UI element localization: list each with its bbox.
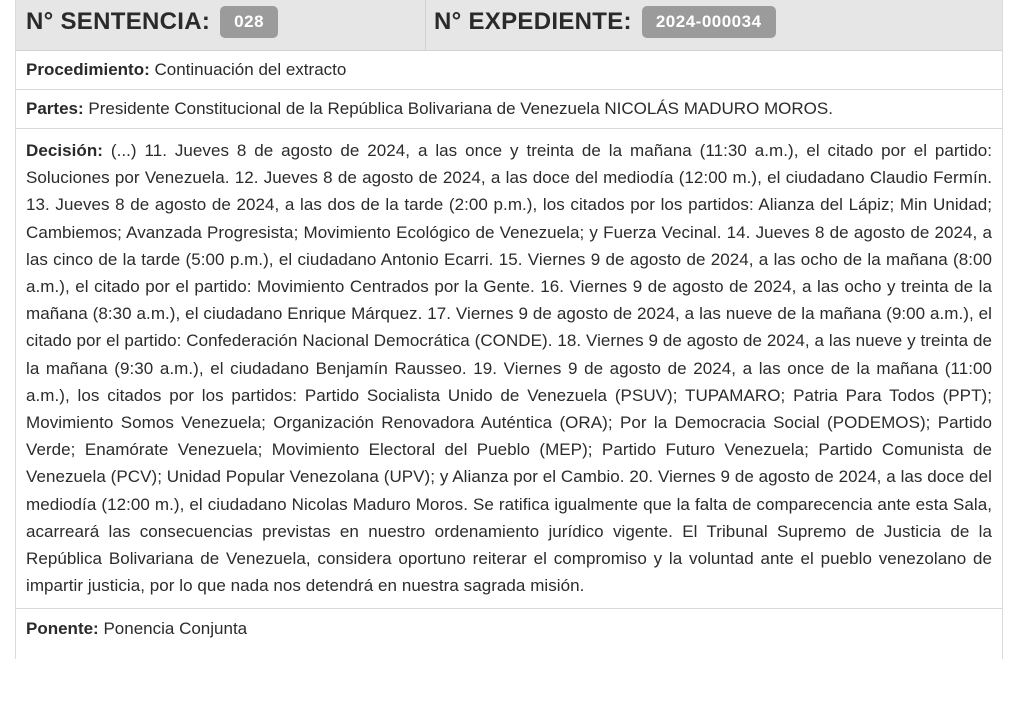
procedimiento-label: Procedimiento: [26,60,150,79]
partes-label: Partes: [26,99,84,118]
ponente-row [16,609,1002,659]
sentencia-cell [16,0,426,50]
decision-paragraph [26,137,992,599]
expediente-label: N° EXPEDIENTE: [434,8,632,35]
header-row [16,0,1002,51]
sentencia-table [15,0,1003,659]
expediente-cell [426,0,1002,50]
decision-label: Decisión: [26,141,103,160]
decision-row [16,129,1002,609]
ponente-label: Ponente: [26,619,99,639]
expediente-badge: 2024-000034 [642,6,776,38]
procedimiento-value: Continuación del extracto [154,60,347,79]
sentencia-label: N° SENTENCIA: [26,8,211,35]
sentencia-badge: 028 [220,6,278,38]
partes-row [16,90,1002,129]
procedimiento-row [16,51,1002,90]
ponente-value: Ponencia Conjunta [103,619,248,639]
decision-text: (...) 11. Jueves 8 de agosto de 2024, a las once y treinta de la mañana (11:30 a.m.), el citado por el partido: Soluciones por Venezuela. 12. Jueves 8 de agosto de 2024, a las doce del mediodía (12:00 m.), el ciudadano Claudio Fermín. 13. Jueves 8 de agosto de 2024, a las dos de la tarde (2:00 p.m.), los citados por los partidos: Alianza del Lápiz; Min Unidad; Cambiemos; Avanzada Progresista; Movimiento Ecológico de Venezuela; y Fuerza Vecinal. 14. Jueves 8 de agosto de 2024, a las cinco de la tarde (5:00 p.m.), el ciudadano Antonio Ecarri. 15. Viernes 9 de agosto de 2024, a las ocho de la mañana (8:00 a.m.), el citado por el partido: Movimiento Centrados por la Gente. 16. Viernes 9 de agosto de 2024, a las ocho y treinta de la mañana (8:30 a.m.), el ciudadano Enrique Márquez. 17. Viernes 9 de agosto de 2024, a las nueve de la mañana (9:00 a.m.), el citado por el partido: Confederación Nacional Democrática (CONDE). 18. Viernes 9 de agosto de 2024, a las nueve y treinta de la mañana (9:30 a.m.), el ciudadano Benjamín Rausseo. 19. Viernes 9 de agosto de 2024, a las once de la mañana (11:00 a.m.), los citados por los partidos: Partido Socialista Unido de Venezuela (PSUV); TUPAMARO; Patria Para Todos (PPT); Movimiento Somos Venezuela; Organización Renovadora Auténtica (ORA); Por la Democracia Social (PODEMOS); Partido Verde; Enamórate Venezuela; Movimiento Electoral del Pueblo (MEP); Partido Futuro Venezuela; Partido Comunista de Venezuela (PCV); Unidad Popular Venezolana (UPV); y Alianza por el Cambio. 20. Viernes 9 de agosto de 2024, a las doce del mediodía (12:00 m.), el ciudadano Nicolas Maduro Moros. Se ratifica igualmente que la falta de comparecencia ante esta Sala, acarreará las consecuencias previstas en nuestro ordenamiento jurídico vigente. El Tribunal Supremo de Justicia de la República Bolivariana de Venezuela, considera oportuno reiterar el compromiso y la voluntad ante el pueblo venezolano de impartir justicia, por lo que nada nos detendrá en nuestra sagrada misión. [26,141,993,596]
partes-value: Presidente Constitucional de la República Bolivariana de Venezuela NICOLÁS MADURO MOROS. [88,99,833,118]
